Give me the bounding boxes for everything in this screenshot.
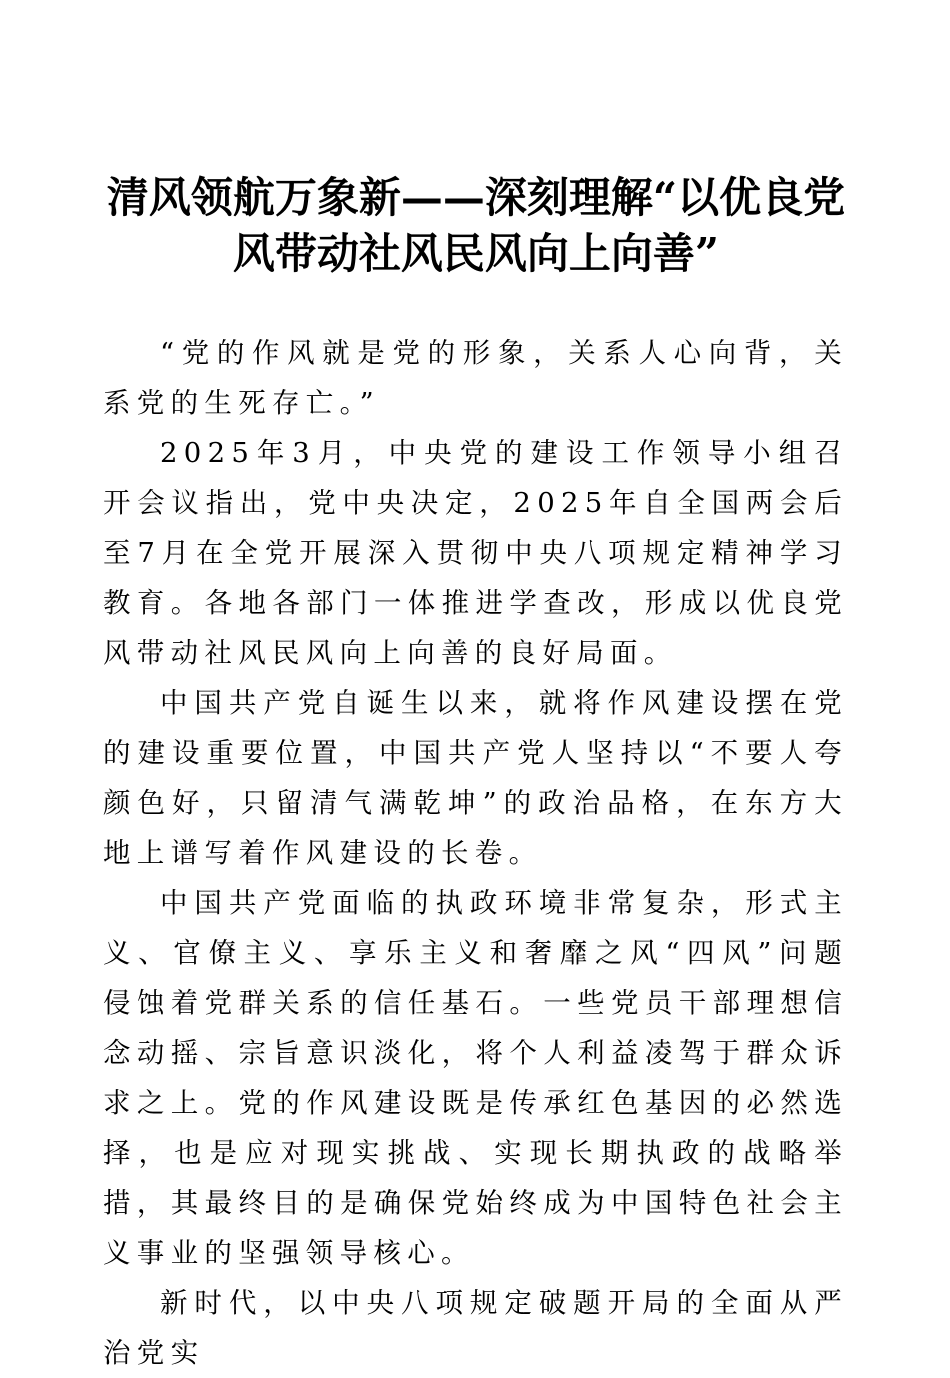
paragraph-new-era: 新时代，以中央八项规定破题开局的全面从严治党实 bbox=[103, 1287, 848, 1369]
title-line-2: 风带动社风民风向上向善” bbox=[232, 229, 720, 278]
title-line-1: 清风领航万象新——深刻理解“以优良党 bbox=[106, 173, 846, 222]
paragraph-challenges: 中国共产党面临的执政环境非常复杂，形式主义、官僚主义、享乐主义和奢靡之风“四风”问题侵蚀着党群关系的信任基石。一些党员干部理想信念动摇、宗旨意识淡化，将个人利益凌驾于群众诉求之上。党的作风建设既是传承红色基因的必然选择，也是应对现实挑战、实现长期执政的战略举措，其最终目的是确保党始终成为中国特色社会主义事业的坚强领导核心。 bbox=[103, 887, 848, 1269]
paragraph-history: 中国共产党自诞生以来，就将作风建设摆在党的建设重要位置，中国共产党人坚持以“不要人夸颜色好，只留清气满乾坤”的政治品格，在东方大地上谱写着作风建设的长卷。 bbox=[103, 687, 848, 869]
document-body bbox=[103, 328, 848, 1378]
paragraph-quote: “党的作风就是党的形象，关系人心向背，关系党的生死存亡。” bbox=[103, 337, 848, 419]
document-title bbox=[96, 170, 856, 282]
paragraph-meeting: 2025年3月，中央党的建设工作领导小组召开会议指出，党中央决定，2025年自全国两会后至7月在全党开展深入贯彻中央八项规定精神学习教育。各地各部门一体推进学查改，形成以优良党风带动社风民风向上向善的良好局面。 bbox=[103, 437, 848, 669]
